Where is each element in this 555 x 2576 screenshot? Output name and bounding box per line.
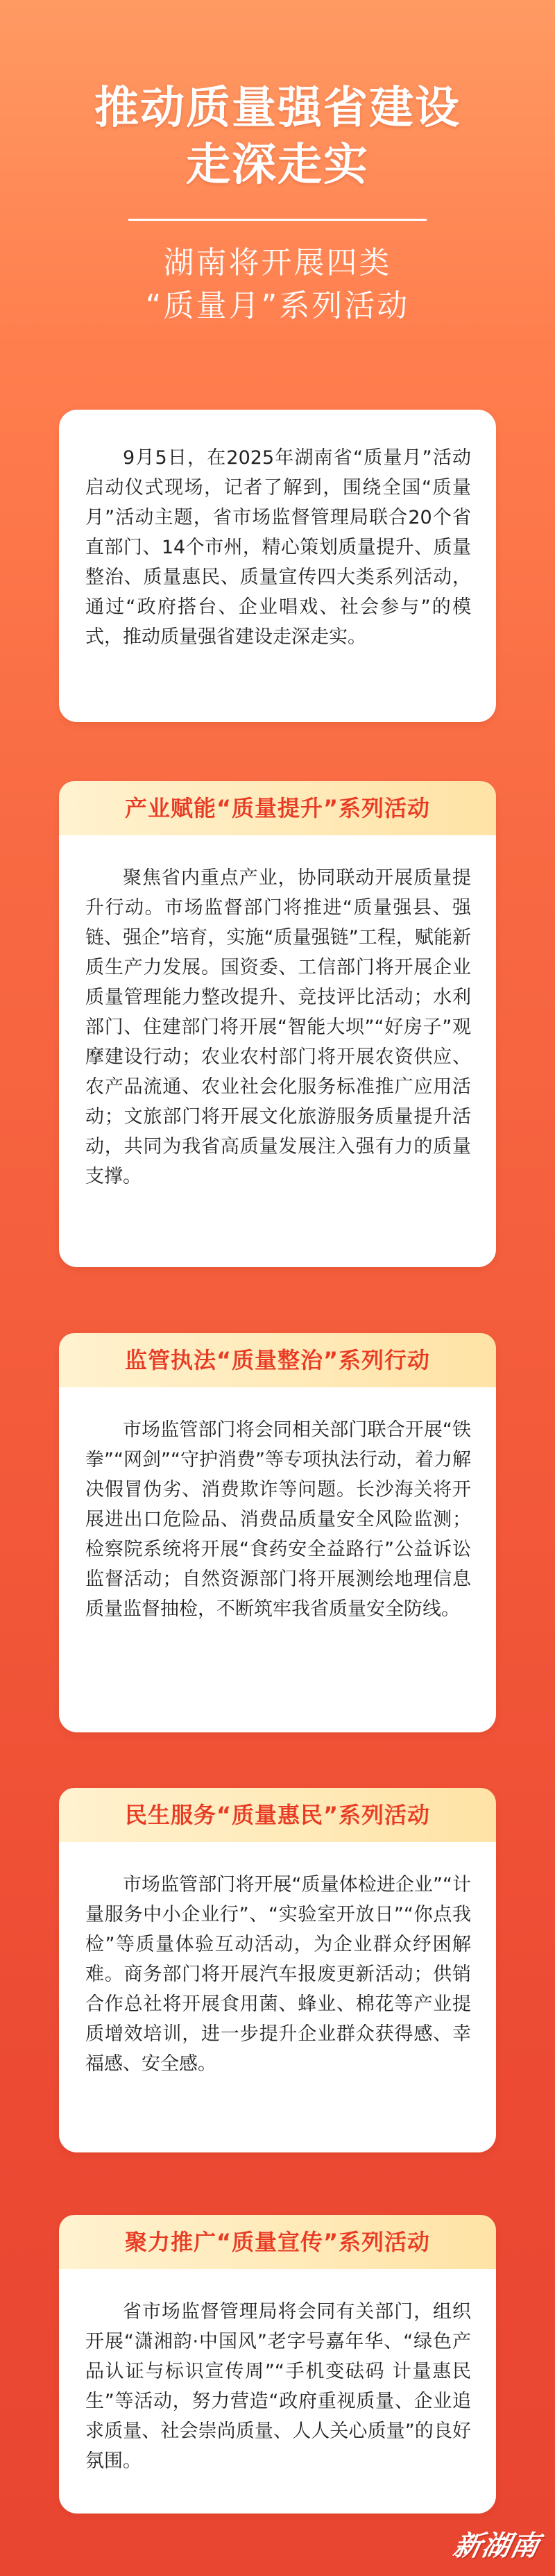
- section-text: 省市场监督管理局将会同有关部门，组织开展“潇湘韵·中国风”老字号嘉年华、“绿色产品认证与标识宣传周”“手机变砝码 计量惠民生”等活动，努力营造“政府重视质量、企业追求质量、社会崇尚质量、人人关心质量”的良好氛围。: [85, 2301, 471, 2472]
- title-line-1: 推动质量强省建设: [94, 83, 461, 134]
- section-tag-label: 聚力推广“质量宣传”系列活动: [124, 2229, 431, 2255]
- section-tag-quality-promotion: [59, 2215, 496, 2269]
- brand-logo: 新湖南: [450, 2529, 543, 2562]
- section-tag-quality-improvement: [59, 781, 496, 835]
- section-text: 聚焦省内重点产业，协同联动开展质量提升行动。市场监督部门将推进“质量强县、强链、强企”培育，实施“质量强链”工程，赋能新质生产力发展。国资委、工信部门将开展企业质量管理能力整改提升、竞技评比活动；水利部门、住建部门将开展“智能大坝”“好房子”观摩建设行动；农业农村部门将开展农资供应、农产品流通、农业社会化服务标准推广应用活动；文旅部门将开展文化旅游服务质量提升活动，共同为我省高质量发展注入强有力的质量支撑。: [85, 867, 471, 1187]
- subtitle-line-1: 湖南将开展四类: [163, 245, 392, 281]
- page-subtitle: [0, 242, 555, 328]
- section-tag-quality-benefit: [59, 1788, 496, 1842]
- section-tag-label: 产业赋能“质量提升”系列活动: [124, 795, 431, 821]
- title-divider: [128, 219, 427, 221]
- intro-card: [59, 410, 496, 722]
- page-title: [0, 80, 555, 194]
- section-card-quality-benefit: [59, 1788, 496, 2152]
- subtitle-line-2: “质量月”系列活动: [145, 288, 410, 324]
- header-banner: [0, 0, 555, 361]
- section-tag-label: 监管执法“质量整治”系列行动: [124, 1347, 431, 1373]
- title-line-2: 走深走实: [186, 140, 369, 191]
- section-text: 市场监管部门将开展“质量体检进企业”“计量服务中小企业行”、“实验室开放日”“你点我检”等质量体验互动活动，为企业群众纾困解难。商务部门将开展汽车报废更新活动；供销合作总社将开展食用菌、蜂业、棉花等产业提质增效培训，进一步提升企业群众获得感、幸福感、安全感。: [85, 1874, 471, 2075]
- section-card-quality-rectification: [59, 1333, 496, 1732]
- section-tag-quality-rectification: [59, 1333, 496, 1387]
- section-tag-label: 民生服务“质量惠民”系列活动: [124, 1802, 431, 1828]
- section-card-quality-improvement: [59, 781, 496, 1267]
- section-text: 市场监管部门将会同相关部门联合开展“铁拳”“网剑”“守护消费”等专项执法行动，着力解决假冒伪劣、消费欺诈等问题。长沙海关将开展进出口危险品、消费品质量安全风险监测；检察院系统将开展“食药安全益路行”公益诉讼监督活动；自然资源部门将开展测绘地理信息质量监督抽检，不断筑牢我省质量安全防线。: [85, 1419, 471, 1620]
- intro-text: 9月5日，在2025年湖南省“质量月”活动启动仪式现场，记者了解到，围绕全国“质量月”活动主题，省市场监督管理局联合20个省直部门、14个市州，精心策划质量提升、质量整治、质量惠民、质量宣传四大类系列活动，通过“政府搭台、企业唱戏、社会参与”的模式，推动质量强省建设走深走实。: [85, 447, 471, 648]
